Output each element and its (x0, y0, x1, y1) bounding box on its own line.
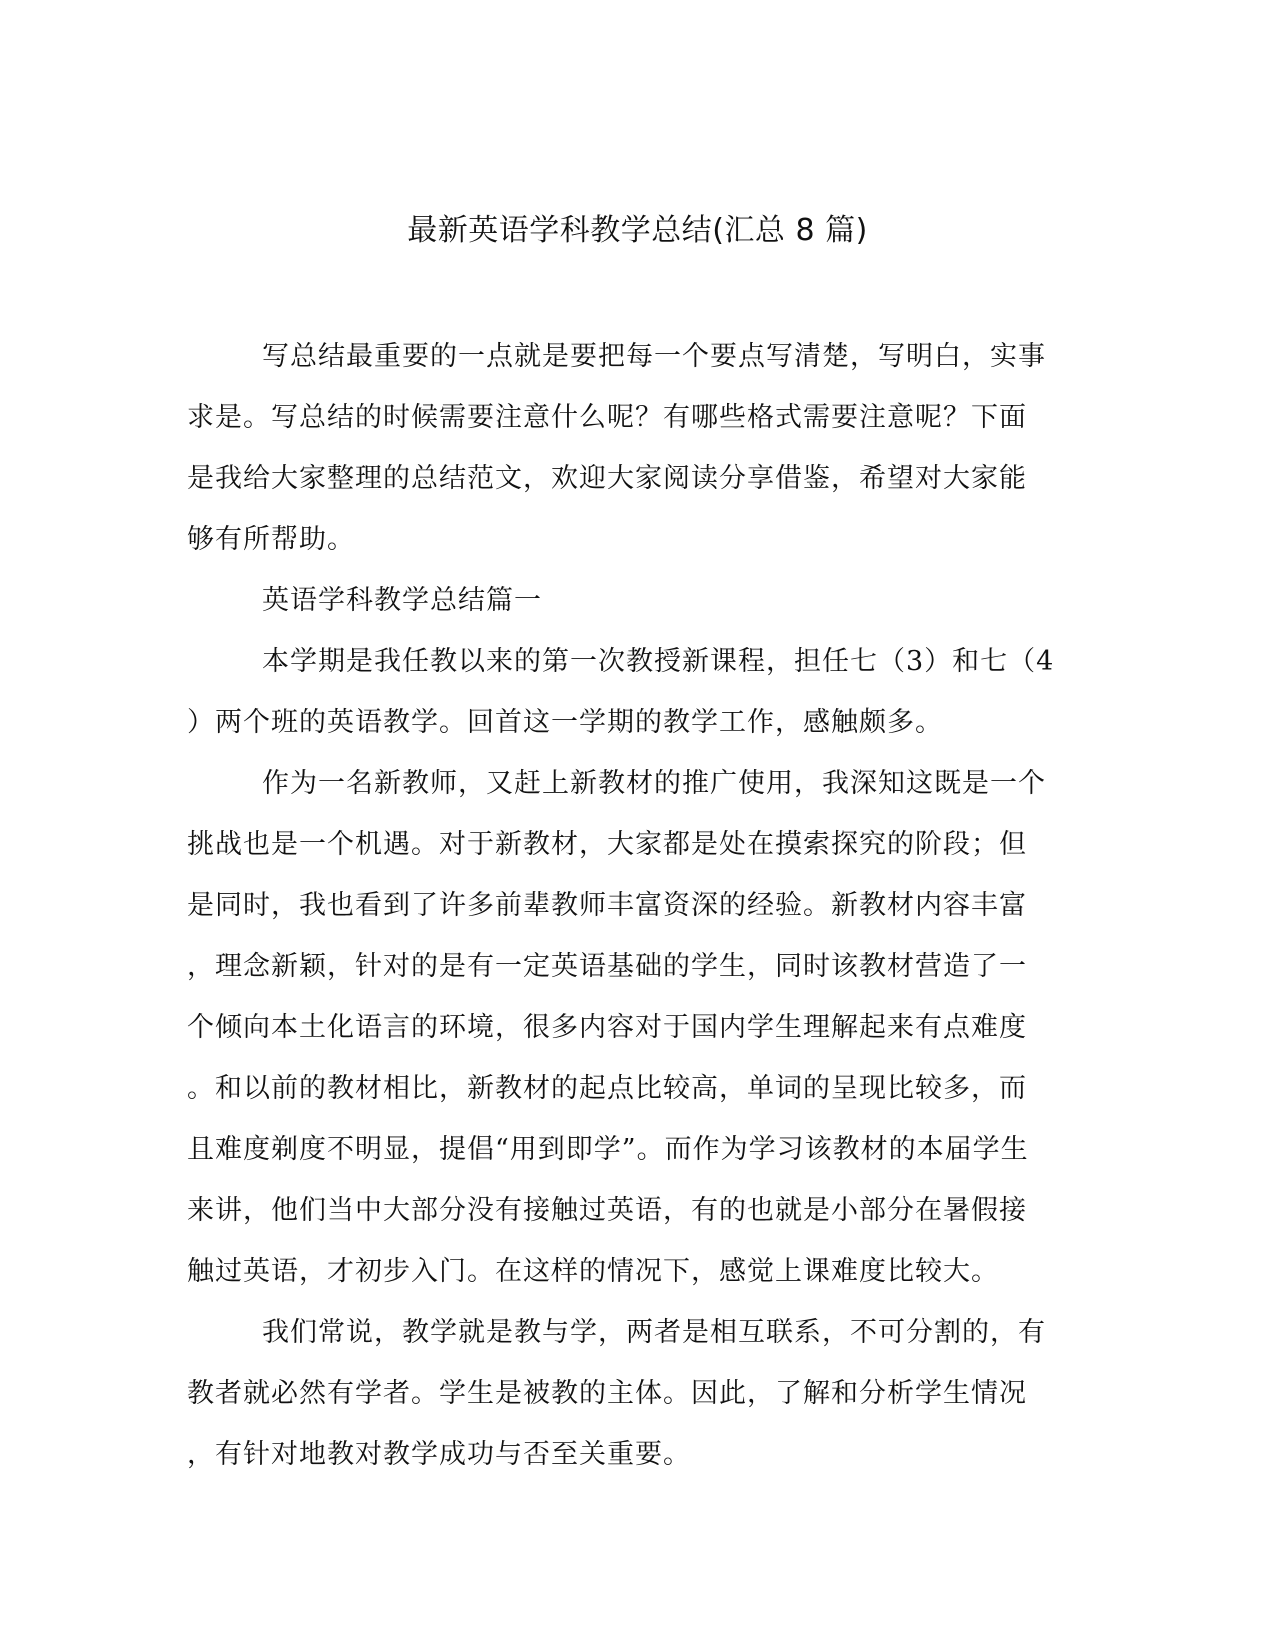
paragraph-line: 是同时，我也看到了许多前辈教师丰富资深的经验。新教材内容丰富 (187, 890, 1027, 921)
paragraph-line: 是我给大家整理的总结范文，欢迎大家阅读分享借鉴，希望对大家能 (187, 463, 1027, 494)
paragraph-line: ，有针对地教对教学成功与否至关重要。 (187, 1439, 691, 1470)
paragraph-line: 写总结最重要的一点就是要把每一个要点写清楚，写明白，实事 (262, 341, 1046, 372)
paragraph-line: 挑战也是一个机遇。对于新教材，大家都是处在摸索探究的阶段；但 (187, 829, 1027, 860)
paragraph-line: 教者就必然有学者。学生是被教的主体。因此，了解和分析学生情况 (187, 1378, 1027, 1409)
paragraph-line: ，理念新颖，针对的是有一定英语基础的学生，同时该教材营造了一 (187, 951, 1027, 982)
paragraph-line: 触过英语，才初步入门。在这样的情况下，感觉上课难度比较大。 (187, 1256, 999, 1287)
document-body (187, 326, 1067, 1485)
paragraph-line: 本学期是我任教以来的第一次教授新课程，担任七（3）和七（4 (262, 646, 1055, 677)
paragraph-line: 我们常说，教学就是教与学，两者是相互联系，不可分割的，有 (262, 1317, 1046, 1348)
paragraph-line: 够有所帮助。 (187, 524, 355, 555)
paragraph-line: 个倾向本土化语言的环境，很多内容对于国内学生理解起来有点难度 (187, 1012, 1027, 1043)
paragraph-line: 求是。写总结的时候需要注意什么呢？有哪些格式需要注意呢？下面 (187, 402, 1027, 433)
paragraph-line: 来讲，他们当中大部分没有接触过英语，有的也就是小部分在暑假接 (187, 1195, 1027, 1226)
document-title: 最新英语学科教学总结(汇总 8 篇) (407, 213, 868, 248)
paragraph-line: 且难度剃度不明显，提倡“用到即学”。而作为学习该教材的本届学生 (187, 1134, 1029, 1165)
paragraph-line: 。和以前的教材相比，新教材的起点比较高，单词的呈现比较多，而 (187, 1073, 1027, 1104)
paragraph-line: 作为一名新教师，又赶上新教材的推广使用，我深知这既是一个 (262, 768, 1046, 799)
section-heading: 英语学科教学总结篇一 (262, 585, 542, 616)
paragraph-line: ）两个班的英语教学。回首这一学期的教学工作，感触颇多。 (187, 707, 943, 738)
